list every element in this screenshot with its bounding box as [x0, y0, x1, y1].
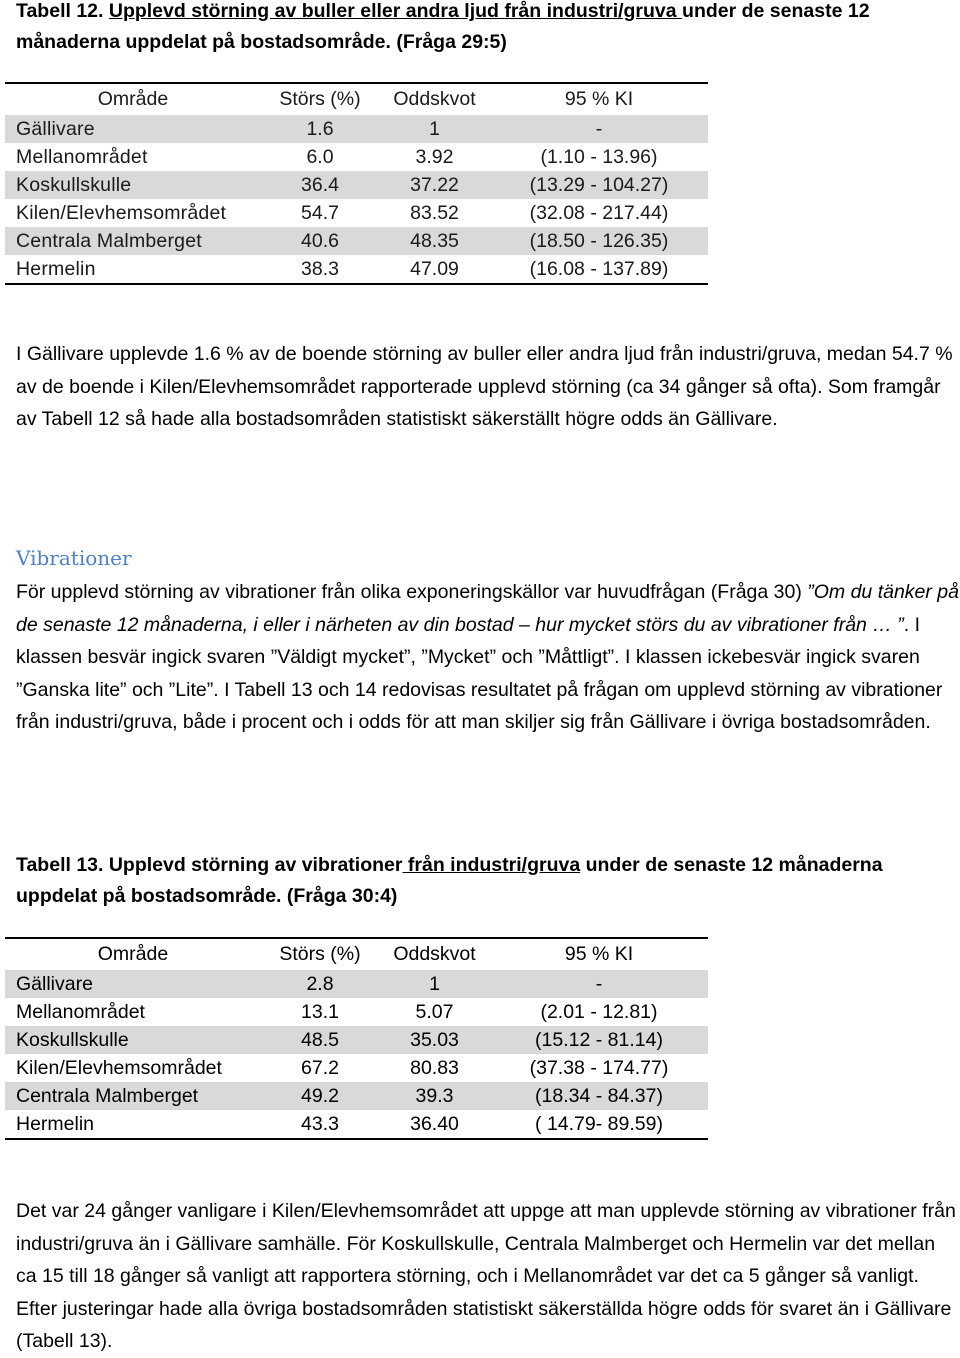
column-header: 95 % KI: [490, 83, 708, 115]
column-header: Störs (%): [261, 938, 379, 970]
percent-cell: 67.2: [301, 1056, 339, 1079]
table13-header-row: [5, 938, 708, 970]
table-row: [5, 115, 708, 143]
odds-cell: 48.35: [379, 227, 490, 255]
table12-caption: [16, 0, 951, 58]
ci-cell: (1.10 - 13.96): [540, 145, 658, 168]
table12-caption-prefix: Tabell 12.: [16, 0, 109, 22]
section-heading: Vibrationer: [16, 546, 132, 570]
percent-cell: 2.8: [261, 970, 379, 998]
table-row: [5, 1026, 708, 1054]
column-header: Störs (%): [261, 83, 379, 115]
odds-cell: 36.40: [379, 1110, 490, 1139]
table12-caption-underlined: Upplevd störning av buller eller andra ljud från industri/gruva: [108, 0, 683, 22]
paragraph-noise-summary: I Gällivare upplevde 1.6 % av de boende störning av buller eller andra ljud från industri/gruva, medan 54.7 % av de boende i Kilen/Elevhemsområdet rapporterade upplevd störning (ca 34 gånger så ofta). Som framgår av Tabell 12 så hade alla bostadsområden statistiskt säkerställt högre odds än Gällivare.: [16, 343, 953, 430]
area-cell: Mellanområdet: [16, 145, 148, 168]
odds-cell: 3.92: [415, 145, 454, 168]
ci-cell: (18.34 - 84.37): [490, 1082, 708, 1110]
table-row: [5, 171, 708, 199]
area-cell: Koskullskulle: [5, 1026, 261, 1054]
paragraph-text: . I klassen besvär ingick svaren ”Väldigt mycket”, ”Mycket” och ”Måttligt”. I klassen ickebesvär ingick svaren ”Ganska lite” och ”Lite”. I Tabell 13 och 14 redovisas resultatet på frågan om upplevd störning av vibrationer från industri/gruva, både i procent och i odds för att man skiljer sig från Gällivare i övriga bostadsområden.: [16, 613, 943, 733]
table-row: [5, 1054, 708, 1082]
table-row: [5, 143, 708, 171]
odds-cell: 35.03: [379, 1026, 490, 1054]
percent-cell: 36.4: [261, 171, 379, 199]
question-quote: ”Om du tänker på de senaste 12 månaderna, i eller i närheten av din bostad – hur mycket störs du av vibrationer från … ”: [16, 581, 959, 636]
area-cell: Centrala Malmberget: [5, 227, 261, 255]
area-cell: Hermelin: [5, 255, 261, 284]
paragraph-text: För upplevd störning av vibrationer från olika exponeringskällor var huvudfrågan (Fråga 30): [16, 581, 808, 603]
column-header: Område: [5, 83, 261, 115]
table-row: [5, 970, 708, 998]
ci-cell: -: [490, 970, 708, 998]
table-row: [5, 227, 708, 255]
percent-cell: 1.6: [261, 115, 379, 143]
table12: [5, 82, 708, 285]
paragraph-vibration-question: [16, 576, 960, 739]
table13-caption-prefix: Tabell 13. Upplevd störning av vibrationer: [16, 854, 403, 876]
odds-cell: 37.22: [379, 171, 490, 199]
percent-cell: 49.2: [261, 1082, 379, 1110]
ci-cell: (37.38 - 174.77): [529, 1056, 669, 1079]
ci-cell: (15.12 - 81.14): [490, 1026, 708, 1054]
table13-caption-underlined: från industri/gruva: [402, 854, 581, 876]
percent-cell: 43.3: [261, 1110, 379, 1139]
percent-cell: 54.7: [301, 201, 339, 224]
odds-cell: 47.09: [379, 255, 490, 284]
table-row: [5, 998, 708, 1026]
paragraph-vibration-summary: Det var 24 gånger vanligare i Kilen/Elevhemsområdet att uppge att man upplevde störning av vibrationer från industri/gruva än i Gällivare samhälle. För Koskullskulle, Centrala Malmberget och Hermelin var det mellan ca 15 till 18 gånger så vanligt att rapportera störning, och i Mellanområdet var det ca 5 gånger så vanligt. Efter justeringar hade alla övriga bostadsområden statistiskt säkerställda högre odds för svaret än i Gällivare (Tabell 13).: [16, 1200, 956, 1352]
percent-cell: 13.1: [301, 1000, 339, 1023]
ci-cell: (32.08 - 217.44): [529, 201, 669, 224]
area-cell: Kilen/Elevhemsområdet: [16, 1056, 222, 1079]
percent-cell: 40.6: [261, 227, 379, 255]
column-header: Oddskvot: [379, 938, 490, 970]
table13-caption-rest: under de senaste 12 månaderna uppdelat på bostadsområde. (Fråga 30:4): [16, 854, 883, 907]
column-header: 95 % KI: [490, 938, 708, 970]
area-cell: Gällivare: [5, 970, 261, 998]
ci-cell: (2.01 - 12.81): [540, 1000, 658, 1023]
table-row: [5, 1082, 708, 1110]
odds-cell: 39.3: [379, 1082, 490, 1110]
table-row: [5, 255, 708, 284]
odds-cell: 83.52: [410, 201, 459, 224]
percent-cell: 6.0: [306, 145, 334, 168]
table12-caption-rest: under de senaste 12 månaderna uppdelat på bostadsområde. (Fråga 29:5): [16, 0, 870, 53]
table-row: [5, 1110, 708, 1139]
ci-cell: (18.50 - 126.35): [490, 227, 708, 255]
odds-cell: 1: [379, 115, 490, 143]
percent-cell: 48.5: [261, 1026, 379, 1054]
table13-caption: [16, 850, 951, 912]
ci-cell: -: [490, 115, 708, 143]
percent-cell: 38.3: [261, 255, 379, 284]
odds-cell: 5.07: [415, 1000, 454, 1023]
column-header: Oddskvot: [379, 83, 490, 115]
odds-cell: 80.83: [410, 1056, 459, 1079]
ci-cell: ( 14.79- 89.59): [490, 1110, 708, 1139]
area-cell: Centrala Malmberget: [5, 1082, 261, 1110]
odds-cell: 1: [379, 970, 490, 998]
area-cell: Koskullskulle: [5, 171, 261, 199]
table12-header-row: [5, 83, 708, 115]
area-cell: Mellanområdet: [16, 1000, 145, 1023]
ci-cell: (16.08 - 137.89): [490, 255, 708, 284]
ci-cell: (13.29 - 104.27): [490, 171, 708, 199]
area-cell: Gällivare: [5, 115, 261, 143]
area-cell: Hermelin: [5, 1110, 261, 1139]
column-header: Område: [5, 938, 261, 970]
area-cell: Kilen/Elevhemsområdet: [16, 201, 227, 224]
table13: [5, 937, 708, 1140]
table-row: [5, 199, 708, 227]
